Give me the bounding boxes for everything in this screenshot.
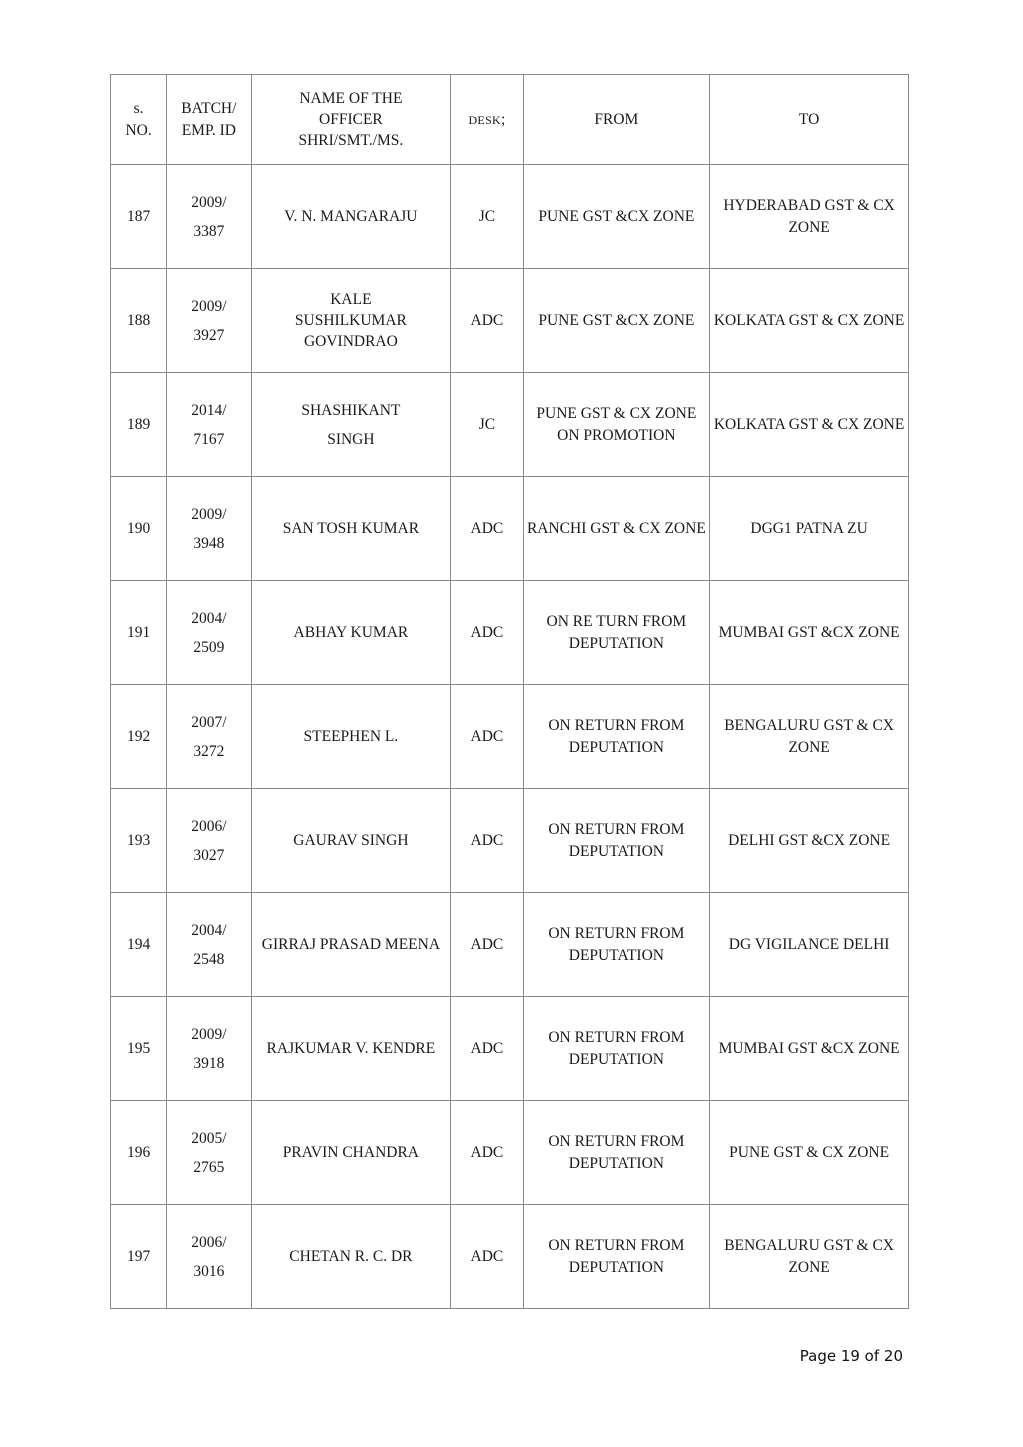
row-desk: ADC (451, 269, 523, 373)
row-batch-line: 3027 (193, 846, 225, 864)
table-row (111, 997, 909, 1101)
row-to-text: HYDERABAD GST & CX ZONE (723, 196, 895, 236)
row-batch-line: 3927 (193, 326, 225, 344)
row-name (251, 165, 451, 269)
table-row (111, 373, 909, 477)
row-name-line: CHETAN R. C. DR (289, 1248, 413, 1265)
row-batch-line: 3016 (193, 1262, 225, 1280)
row-batch (167, 685, 251, 789)
row-name (251, 1101, 451, 1205)
row-sno: 189 (111, 373, 167, 477)
row-from-text: ON RETURN FROM DEPUTATION (548, 924, 685, 964)
header-batch (167, 75, 251, 165)
row-batch (167, 1101, 251, 1205)
row-sno: 193 (111, 789, 167, 893)
row-sno: 187 (111, 165, 167, 269)
row-to (710, 477, 909, 581)
row-to-text: MUMBAI GST &CX ZONE (718, 623, 900, 641)
row-batch-line: 2006/ (191, 817, 227, 835)
table-row (111, 893, 909, 997)
row-desk: JC (451, 165, 523, 269)
row-to-text: DELHI GST &CX ZONE (728, 831, 891, 849)
row-name-line: SUSHILKUMAR (294, 312, 407, 329)
row-sno: 190 (111, 477, 167, 581)
row-sno: 194 (111, 893, 167, 997)
row-to-text: DG VIGILANCE DELHI (728, 935, 890, 953)
row-batch-line: 3387 (193, 222, 225, 240)
row-batch-line: 3948 (193, 534, 225, 552)
table-row (111, 581, 909, 685)
table-header-row (111, 75, 909, 165)
row-sno: 196 (111, 1101, 167, 1205)
row-from (523, 581, 710, 685)
row-sno: 197 (111, 1205, 167, 1309)
row-desk: ADC (451, 789, 523, 893)
header-from: FROM (523, 75, 710, 165)
row-to (710, 269, 909, 373)
row-batch-line: 2004/ (191, 609, 227, 627)
row-batch (167, 373, 251, 477)
row-to (710, 893, 909, 997)
row-batch-line: 2009/ (191, 505, 227, 523)
header-name (251, 75, 451, 165)
row-batch (167, 789, 251, 893)
table-row (111, 1101, 909, 1205)
row-name-line: V. N. MANGARAJU (284, 208, 418, 225)
row-from (523, 685, 710, 789)
row-batch-line: 2509 (193, 638, 225, 656)
row-to (710, 997, 909, 1101)
row-batch-line: 2004/ (191, 921, 227, 939)
row-from (523, 373, 710, 477)
row-from (523, 165, 710, 269)
row-batch-line: 2014/ (191, 401, 227, 419)
row-sno: 192 (111, 685, 167, 789)
row-desk: ADC (451, 1101, 523, 1205)
row-name (251, 581, 451, 685)
row-to (710, 1101, 909, 1205)
row-from (523, 1205, 710, 1309)
row-desk: ADC (451, 997, 523, 1101)
row-name-line: GOVINDRAO (303, 333, 398, 350)
row-desk: ADC (451, 685, 523, 789)
row-name-line: GIRRAJ PRASAD MEENA (261, 936, 441, 953)
row-batch-line: 7167 (193, 430, 225, 448)
row-batch-line: 2009/ (191, 193, 227, 211)
row-name (251, 685, 451, 789)
row-to (710, 685, 909, 789)
row-batch-line: 2007/ (191, 713, 227, 731)
table-body (111, 165, 909, 1309)
row-name (251, 997, 451, 1101)
row-batch (167, 269, 251, 373)
row-batch (167, 477, 251, 581)
row-name (251, 477, 451, 581)
row-from (523, 477, 710, 581)
header-name-line1: NAME OF THE (299, 90, 403, 107)
row-to (710, 373, 909, 477)
row-to (710, 581, 909, 685)
row-name (251, 893, 451, 997)
header-desk-label: DESK (468, 112, 502, 127)
row-desk: ADC (451, 1205, 523, 1309)
row-name-line: GAURAV SINGH (293, 832, 409, 849)
header-sno-line1: s. (133, 99, 144, 117)
row-desk: JC (451, 373, 523, 477)
row-batch-line: 2765 (193, 1158, 225, 1176)
row-from (523, 1101, 710, 1205)
row-desk: ADC (451, 893, 523, 997)
row-desk: ADC (451, 477, 523, 581)
row-name-line: SHASHIKANT (301, 401, 401, 419)
row-from (523, 893, 710, 997)
row-desk: ADC (451, 581, 523, 685)
row-to (710, 165, 909, 269)
row-to (710, 789, 909, 893)
row-to-text: DGG1 PATNA ZU (750, 519, 868, 537)
table-row (111, 685, 909, 789)
header-name-line2: OFFICER (319, 111, 383, 128)
transfer-table (110, 74, 909, 1309)
row-name-line: KALE (330, 291, 372, 308)
row-name (251, 373, 451, 477)
row-name (251, 1205, 451, 1309)
header-sno-line2: NO. (125, 121, 152, 139)
page-number: Page 19 of 20 (799, 1347, 903, 1365)
row-name (251, 789, 451, 893)
row-from-text: ON RETURN FROM DEPUTATION (548, 1132, 685, 1172)
row-sno: 188 (111, 269, 167, 373)
header-batch-line2: EMP. ID (181, 121, 236, 139)
row-batch (167, 1205, 251, 1309)
row-batch-line: 3918 (193, 1054, 225, 1072)
table-row (111, 269, 909, 373)
row-name-line: ABHAY KUMAR (293, 624, 409, 641)
row-to-text: KOLKATA GST & CX ZONE (713, 311, 905, 329)
row-from-text: RANCHI GST & CX ZONE (526, 519, 706, 537)
row-from (523, 269, 710, 373)
row-sno: 191 (111, 581, 167, 685)
row-name-line: PRAVIN CHANDRA (282, 1144, 419, 1161)
row-from-text: ON RETURN FROM DEPUTATION (548, 820, 685, 860)
row-from-text: PUNE GST &CX ZONE (538, 207, 695, 225)
header-batch-line1: BATCH/ (181, 99, 237, 117)
row-batch (167, 893, 251, 997)
row-name-line: SAN TOSH KUMAR (282, 520, 420, 537)
row-to-text: MUMBAI GST &CX ZONE (718, 1039, 900, 1057)
table-row (111, 165, 909, 269)
header-name-line3: SHRI/SMT./MS. (298, 132, 404, 149)
row-batch-line: 2006/ (191, 1233, 227, 1251)
row-from-text: ON RETURN FROM DEPUTATION (548, 1028, 685, 1068)
row-from-text: ON RETURN FROM DEPUTATION (548, 716, 685, 756)
row-sno: 195 (111, 997, 167, 1101)
row-from-text: PUNE GST & CX ZONE ON PROMOTION (536, 404, 697, 444)
row-batch-line: 2009/ (191, 297, 227, 315)
row-to (710, 1205, 909, 1309)
row-batch-line: 2548 (193, 950, 225, 968)
table-row (111, 477, 909, 581)
row-batch (167, 997, 251, 1101)
row-batch-line: 3272 (193, 742, 225, 760)
header-desk (451, 75, 523, 165)
row-to-text: BENGALURU GST & CX ZONE (724, 716, 894, 756)
row-name (251, 269, 451, 373)
row-batch-line: 2009/ (191, 1025, 227, 1043)
row-batch (167, 581, 251, 685)
row-from (523, 997, 710, 1101)
row-batch (167, 165, 251, 269)
row-batch-line: 2005/ (191, 1129, 227, 1147)
row-to-text: PUNE GST & CX ZONE (729, 1143, 890, 1161)
row-from-text: PUNE GST &CX ZONE (538, 311, 695, 329)
row-from-text: ON RETURN FROM DEPUTATION (548, 1236, 685, 1276)
header-to: TO (710, 75, 909, 165)
header-sno (111, 75, 167, 165)
row-to-text: BENGALURU GST & CX ZONE (724, 1236, 894, 1276)
header-desk-suffix: ; (501, 110, 506, 128)
table-row (111, 789, 909, 893)
row-name-line: RAJKUMAR V. KENDRE (266, 1040, 436, 1057)
table-row (111, 1205, 909, 1309)
row-from (523, 789, 710, 893)
row-name-line: STEEPHEN L. (303, 728, 399, 745)
row-to-text: KOLKATA GST & CX ZONE (713, 415, 905, 433)
row-name-line: SINGH (327, 430, 375, 448)
row-from-text: ON RE TURN FROM DEPUTATION (546, 612, 687, 652)
